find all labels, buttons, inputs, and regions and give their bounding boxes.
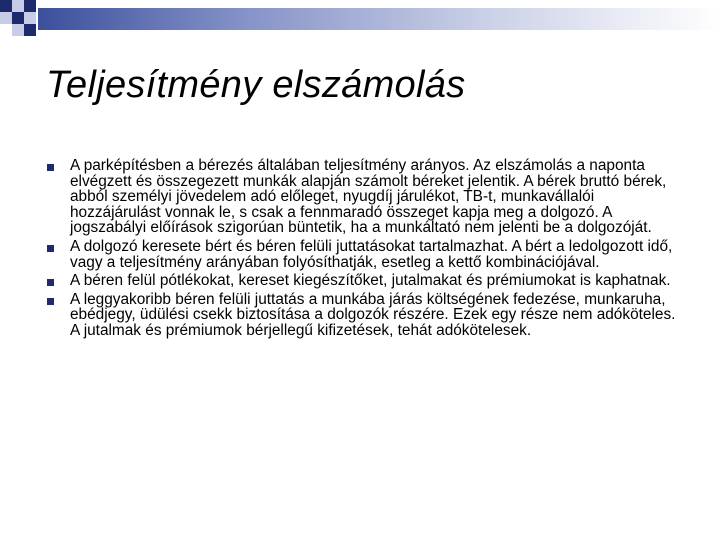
square-bullet-icon: [47, 298, 54, 305]
square-bullet-icon: [47, 245, 54, 252]
bullet-item: [46, 158, 686, 236]
decor-square: [24, 0, 36, 12]
slide-title: Teljesítmény elszámolás: [46, 64, 466, 106]
bullet-text: A parképítésben a bérezés általában teljesítmény arányos. Az elszámolás a naponta elvégzett és összegezett munkák alapján számolt béreket jelentik. A bérek bruttó bérek, abból személyi jövedelem adó előleget, nyugdíj járulékot, TB-t, munkavállalói hozzájárulást vonnak le, s csak a fennmaradó összeget kapja meg a dolgozó. A jogszabályi előírások szigorúan büntetik, ha a munkáltató nem jelenti be a dolgozóját.: [70, 157, 667, 237]
decor-square: [0, 0, 12, 12]
decor-square: [0, 12, 12, 24]
bullet-text: A leggyakoribb béren felüli juttatás a munkába járás költségének fedezése, munkaruha, ebédjegy, üdülési csekk biztosítása a dolgozók részére. Ezek egy része nem adóköteles. A jutalmak és prémiumok bérjellegű kifizetések, tehát adókötelesek.: [70, 290, 676, 339]
decor-square: [24, 12, 36, 24]
header-gradient-bar: [38, 8, 720, 30]
bullet-list: [46, 158, 686, 339]
header-decoration: [0, 0, 720, 40]
decor-square: [12, 0, 24, 12]
square-bullet-icon: [47, 164, 54, 171]
decor-square: [24, 24, 36, 36]
bullet-item: [46, 239, 686, 270]
decor-square: [12, 12, 24, 24]
bullet-item: [46, 273, 686, 289]
square-bullet-icon: [47, 279, 54, 286]
bullet-item: [46, 292, 686, 339]
decor-square: [12, 24, 24, 36]
bullet-text: A dolgozó keresete bért és béren felüli juttatásokat tartalmazhat. A bért a ledolgozott idő, vagy a teljesítmény arányában folyósíthatják, esetleg a kettő kombinációjával.: [70, 237, 673, 271]
bullet-text: A béren felül pótlékokat, kereset kiegészítőket, jutalmakat és prémiumokat is kaphatnak.: [70, 272, 671, 290]
